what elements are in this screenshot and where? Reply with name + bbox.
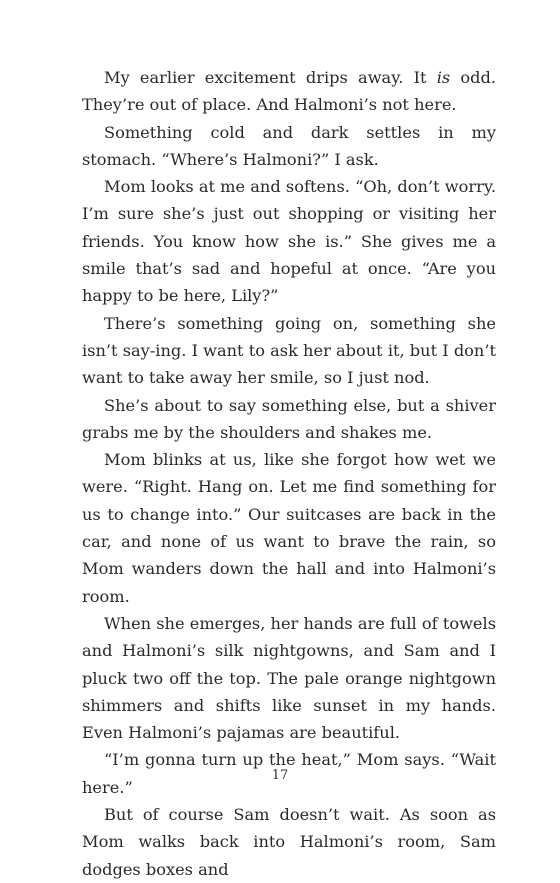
paragraph-6: Mom blinks at us, like she forgot how wet we were. “Right. Hang on. Let me find something for us to change into.” Our suitcases are back in the car, and none of us want to brave the rain, so Mom wanders down the hall and into Halmoni’s room.	[82, 450, 496, 606]
paragraph-1: My earlier excitement drips away. It is odd. They’re out of place. And Halmoni’s not here.	[82, 68, 497, 115]
page-number: 17	[271, 768, 289, 783]
emphasis-is: is	[436, 68, 451, 87]
paragraph-2: Something cold and dark settles in my stomach. “Where’s Halmoni?” I ask.	[82, 122, 496, 169]
body-text	[82, 64, 496, 883]
paragraph-5: She’s about to say something else, but a shiver grabs me by the shoulders and shakes me.	[82, 395, 496, 442]
paragraph-7: When she emerges, her hands are full of towels and Halmoni’s silk nightgowns, and Sam and I pluck two off the top. The pale orange nightgown shimmers and shifts like sunset in my hands. Even Halmoni’s pajamas are beautiful.	[82, 613, 496, 743]
paragraph-4: There’s something going on, something she isn’t say-ing. I want to ask her about it, but I don’t want to take away her smile, so I just nod.	[82, 313, 496, 388]
paragraph-9: But of course Sam doesn’t wait. As soon as Mom walks back into Halmoni’s room, Sam dodges boxes and	[82, 805, 496, 879]
paragraph-3: Mom looks at me and softens. “Oh, don’t worry. I’m sure she’s just out shopping or visiting her friends. You know how she is.” She gives me a smile that’s sad and hopeful at once. “Are you happy to be here, Lily?”	[82, 177, 496, 306]
paragraph-8: “I’m gonna turn up the heat,” Mom says. “Wait here.”	[82, 750, 496, 797]
